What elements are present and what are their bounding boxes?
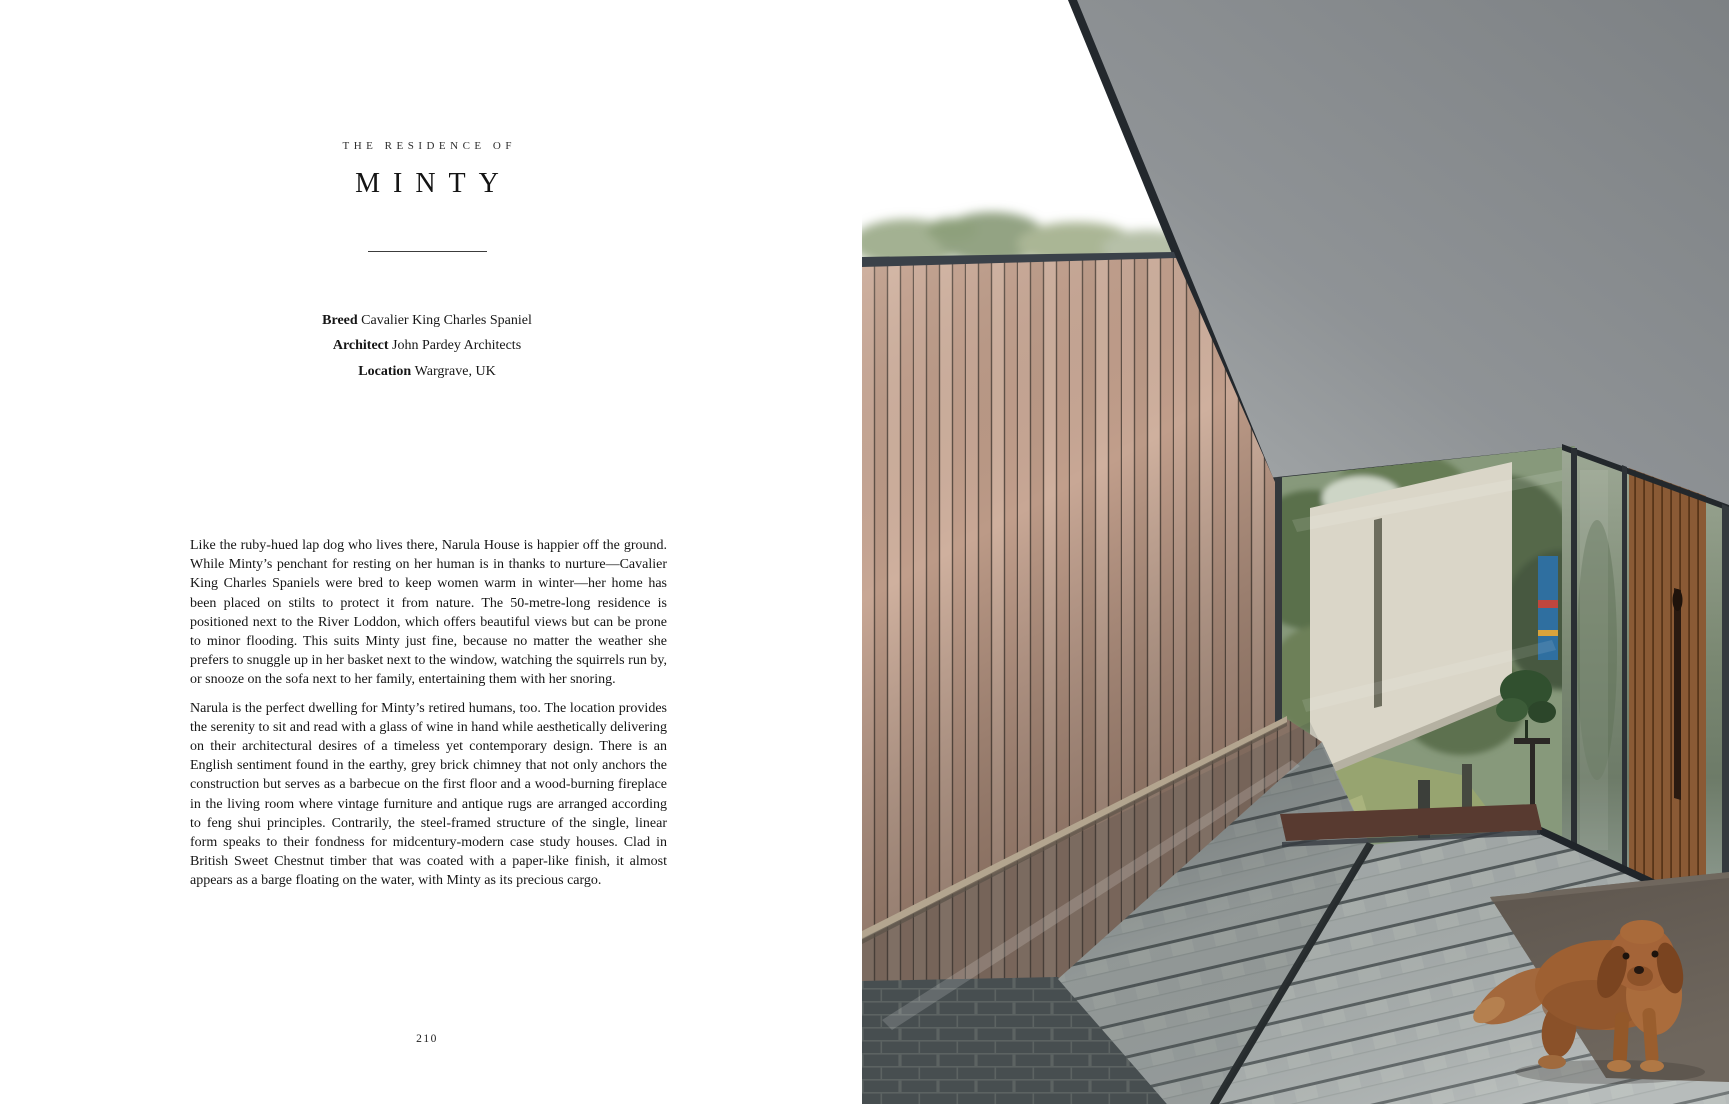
dog-nose — [1634, 966, 1644, 974]
right-page-photo — [862, 0, 1729, 1104]
page-number: 210 — [416, 1033, 438, 1045]
body-text — [190, 536, 667, 891]
title-divider — [368, 251, 487, 252]
door-handle — [1674, 588, 1681, 800]
detail-breed-label: Breed — [322, 313, 358, 328]
detail-architect-label: Architect — [332, 338, 389, 354]
detail-architect-value: John Pardey Architects — [392, 338, 522, 354]
mullion — [1722, 504, 1729, 930]
page-title: MINTY — [355, 168, 512, 199]
detail-breed-value: Cavalier King Charles Spaniel — [361, 313, 532, 328]
detail-location-label: Location — [358, 363, 412, 379]
residence-eyebrow: THE RESIDENCE OF — [342, 140, 516, 152]
detail-architect — [322, 333, 532, 358]
paragraph-2: Narula is the perfect dwelling for Minty’s retired humans, too. The location provides the serenity to sit and read with a glass of wine in hand while aesthetically delivering on their architectural desires of a timeless yet contemporary design. There is an English sentiment found in the earthy, grey brick chimney that not only anchors the construction but serves as a barbecue on the first floor and a wood-burning fireplace in the living room where vintage furniture and antique rugs are arranged according to feng shui principles. Contrarily, the steel-framed structure of the single, linear form speaks to their fondness for midcentury-modern case study houses. Clad in British Sweet Chestnut timber that was coated with a paper-like finish, it almost appears as a barge floating on the water, with Minty as its precious cargo. — [190, 700, 667, 889]
mullion — [1571, 448, 1577, 862]
dog-eye — [1652, 951, 1659, 958]
mullion — [1622, 465, 1627, 886]
paragraph-1: Like the ruby-hued lap dog who lives there, Narula House is happier off the ground. While Minty’s penchant for resting on her human is in thanks to nurture—Cavalier King Charles Spaniels were bred to keep women warm in winter—her home has been placed on stilts to protect it from nature. The 50-metre-long residence is positioned next to the River Loddon, which offers beautiful views but can be prone to minor flooding. This suits Minty just fine, because no matter the weather she prefers to snuggle up in her basket next to the window, watching the squirrels run by, or snooze on the sofa next to her family, entertaining them with her snoring. — [190, 538, 667, 688]
architecture-photo — [862, 0, 1729, 1104]
entry-wood-door — [1629, 468, 1706, 910]
left-page — [0, 0, 862, 1104]
detail-breed — [322, 308, 532, 333]
dog-front-leg — [1613, 1012, 1630, 1065]
detail-location — [322, 359, 532, 384]
dog-eye — [1623, 953, 1630, 960]
slot-window — [1374, 518, 1382, 708]
residence-details — [322, 308, 532, 384]
detail-location-value: Wargrave, UK — [414, 363, 496, 379]
